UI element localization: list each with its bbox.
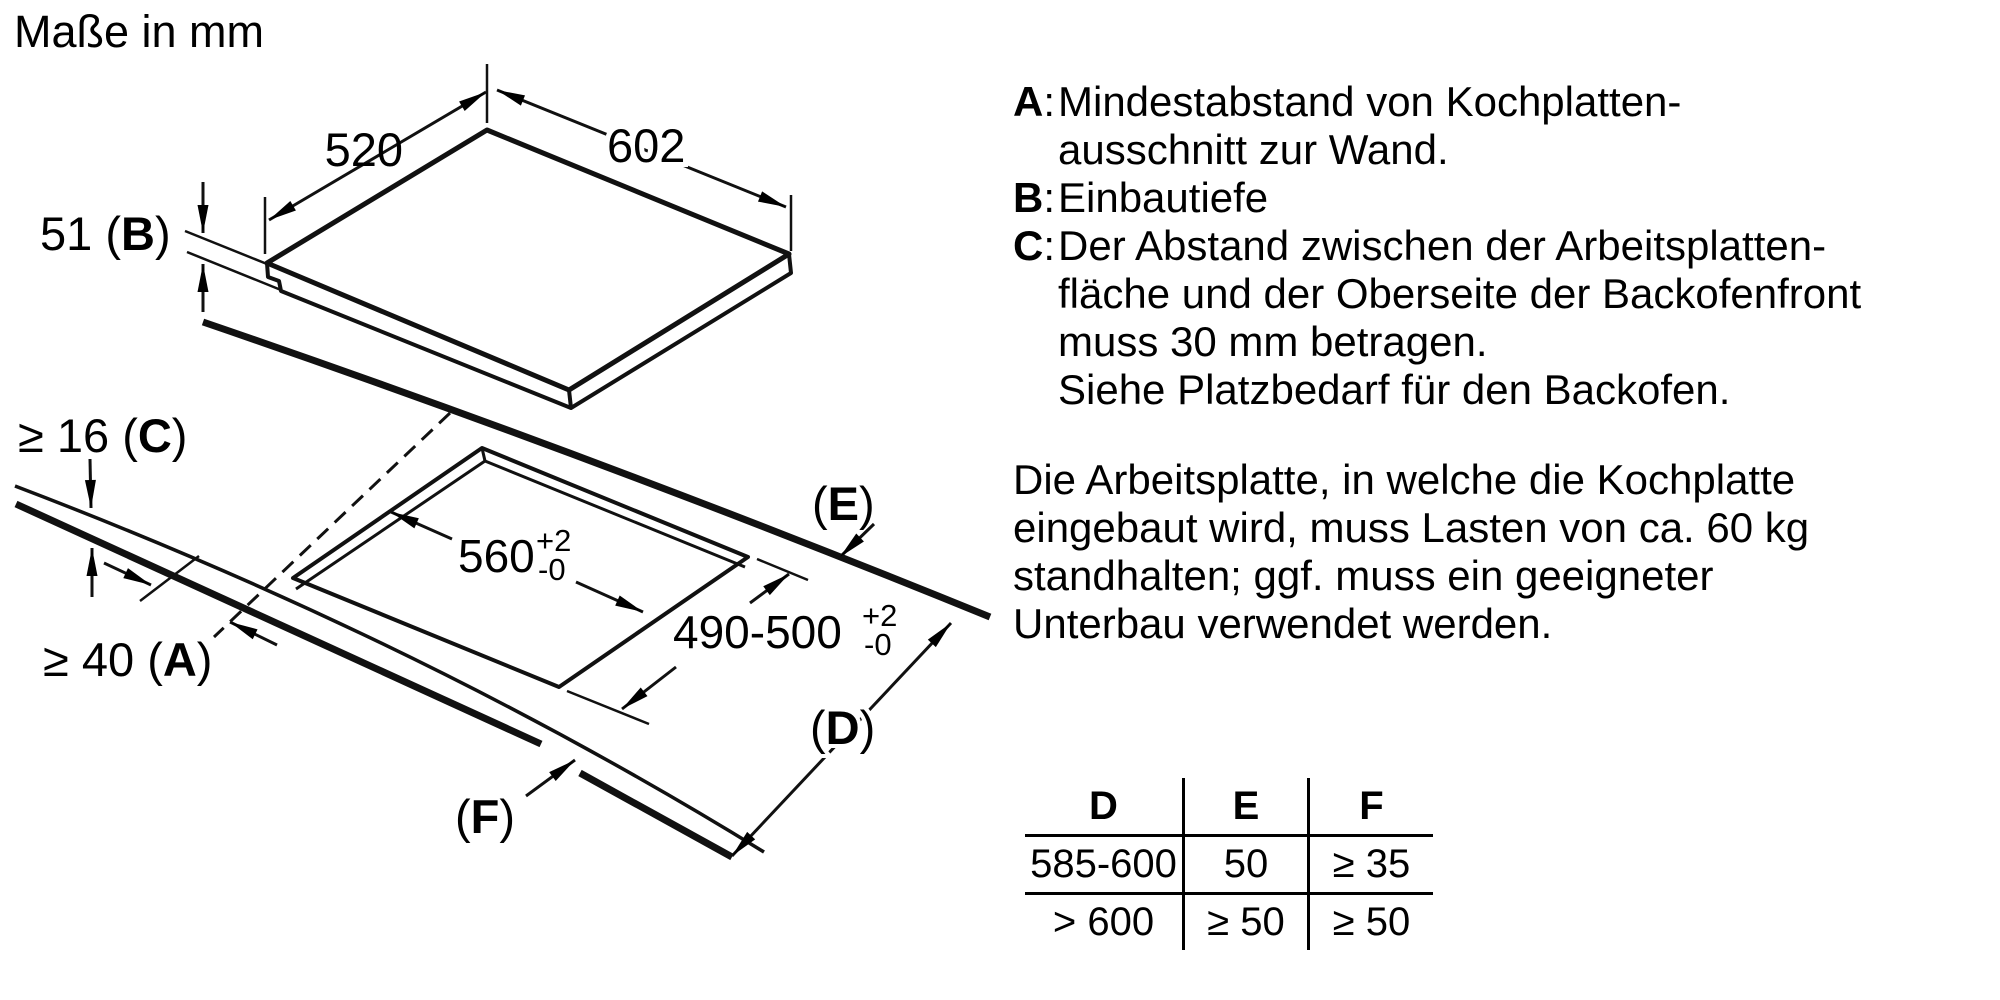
legend-entry-a: A: Mindestabstand von Kochplatten-: [1013, 78, 1682, 125]
label-f: [455, 760, 575, 843]
svg-text:-0: -0: [864, 627, 892, 662]
table-header-d: D: [1089, 783, 1118, 828]
worktop-note: Die Arbeitsplatte, in welche die Kochplatte eingebaut wird, muss Lasten von ca. 60 kg standhalten; ggf. muss ein geeigneter Unterbau verwendet werden.: [1013, 456, 1810, 647]
legend-entry-b: B: Einbautiefe: [1013, 174, 1269, 221]
legend-entry-c: C: Der Abstand zwischen der Arbeitsplatten-: [1013, 222, 1827, 269]
dim-c-label: ≥ 16 (C): [18, 409, 188, 462]
svg-text:(E): (E): [812, 477, 875, 530]
svg-text:-0: -0: [538, 552, 566, 587]
legend: A: Mindestabstand von Kochplatten- ausschnitt zur Wand. B: Einbautiefe C: Der Abstand zwischen der Arbeitsplatten- fläche und der Oberseite der Backofenfront muss 30 mm betragen. Siehe Platzbedarf für den Backofen.: [1013, 78, 1993, 414]
dim-51-b: [40, 182, 281, 312]
dim-a-label: ≥ 40 (A): [43, 633, 213, 686]
dim-520-label: 520: [324, 123, 403, 176]
dim-602-label: 602: [607, 119, 686, 172]
dim-a: [43, 556, 277, 686]
table-row: > 600 ≥ 50 ≥ 50: [1025, 895, 1433, 950]
dim-51-b-label: 51 (B): [40, 207, 171, 260]
label-e: [812, 477, 875, 557]
table-header-f: F: [1307, 778, 1433, 834]
svg-text:+2: +2: [536, 523, 572, 558]
svg-text:(F): (F): [455, 790, 516, 843]
clearance-table: [1025, 778, 1433, 950]
page-title: Maße in mm: [14, 6, 265, 57]
dim-490-500-label: 490-500: [673, 606, 842, 658]
table-header-e: E: [1182, 778, 1307, 834]
dim-560-label: 560: [458, 530, 535, 582]
table-row: 585-600 50 ≥ 35: [1025, 837, 1433, 895]
table-header-row: [1025, 778, 1433, 837]
svg-text:(D): (D): [810, 701, 876, 754]
svg-text:+2: +2: [862, 598, 898, 633]
